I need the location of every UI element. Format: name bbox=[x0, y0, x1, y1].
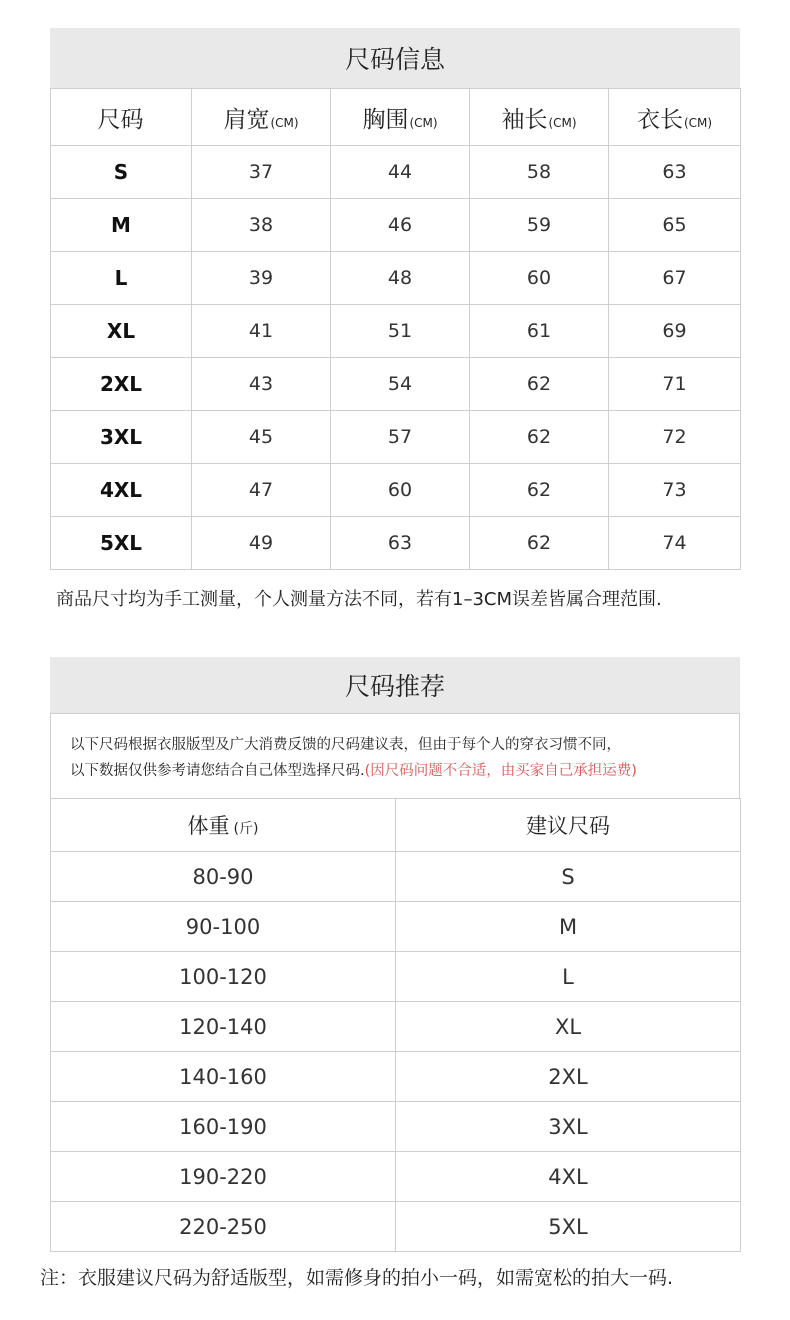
cell-length: 63 bbox=[609, 146, 741, 199]
size-info-title: 尺码信息 bbox=[50, 28, 740, 88]
cell-weight: 90-100 bbox=[51, 902, 396, 952]
cell-chest: 48 bbox=[331, 252, 470, 305]
cell-weight: 100-120 bbox=[51, 952, 396, 1002]
cell-weight: 80-90 bbox=[51, 852, 396, 902]
recommendation-table bbox=[50, 798, 741, 1252]
cell-weight: 120-140 bbox=[51, 1002, 396, 1052]
header-chest: 胸围(CM) bbox=[331, 89, 470, 146]
table-row bbox=[51, 252, 741, 305]
table-row bbox=[51, 1202, 741, 1252]
cell-length: 65 bbox=[609, 199, 741, 252]
cell-shoulder: 45 bbox=[192, 411, 331, 464]
cell-sleeve: 58 bbox=[470, 146, 609, 199]
cell-chest: 63 bbox=[331, 517, 470, 570]
shipping-warning: (因尺码问题不合适，由买家自己承担运费) bbox=[364, 763, 637, 779]
cell-chest: 44 bbox=[331, 146, 470, 199]
cell-size: 4XL bbox=[396, 1152, 741, 1202]
cell-shoulder: 43 bbox=[192, 358, 331, 411]
cell-shoulder: 39 bbox=[192, 252, 331, 305]
cell-sleeve: 62 bbox=[470, 464, 609, 517]
table-row bbox=[51, 852, 741, 902]
cell-sleeve: 62 bbox=[470, 411, 609, 464]
cell-size: XL bbox=[396, 1002, 741, 1052]
cell-size: S bbox=[396, 852, 741, 902]
cell-size: 3XL bbox=[396, 1102, 741, 1152]
cell-chest: 51 bbox=[331, 305, 470, 358]
cell-size: L bbox=[51, 252, 192, 305]
header-weight: 体重 (斤) bbox=[51, 799, 396, 852]
size-table-header bbox=[51, 89, 741, 146]
table-row bbox=[51, 199, 741, 252]
header-length: 衣长(CM) bbox=[609, 89, 741, 146]
cell-sleeve: 62 bbox=[470, 358, 609, 411]
cell-sleeve: 62 bbox=[470, 517, 609, 570]
table-row bbox=[51, 411, 741, 464]
cell-shoulder: 38 bbox=[192, 199, 331, 252]
cell-size: M bbox=[396, 902, 741, 952]
table-row bbox=[51, 305, 741, 358]
size-info-table bbox=[50, 88, 741, 570]
cell-sleeve: 59 bbox=[470, 199, 609, 252]
cell-size: 5XL bbox=[396, 1202, 741, 1252]
cell-size: 4XL bbox=[51, 464, 192, 517]
cell-length: 67 bbox=[609, 252, 741, 305]
cell-weight: 140-160 bbox=[51, 1052, 396, 1102]
cell-size: 3XL bbox=[51, 411, 192, 464]
cell-shoulder: 47 bbox=[192, 464, 331, 517]
cell-length: 73 bbox=[609, 464, 741, 517]
cell-weight: 160-190 bbox=[51, 1102, 396, 1152]
header-sleeve: 袖长(CM) bbox=[470, 89, 609, 146]
cell-size: L bbox=[396, 952, 741, 1002]
rec-table-header bbox=[51, 799, 741, 852]
table-row bbox=[51, 1052, 741, 1102]
cell-length: 72 bbox=[609, 411, 741, 464]
header-size: 尺码 bbox=[51, 89, 192, 146]
cell-sleeve: 61 bbox=[470, 305, 609, 358]
cell-size: 5XL bbox=[51, 517, 192, 570]
cell-chest: 60 bbox=[331, 464, 470, 517]
cell-chest: 46 bbox=[331, 199, 470, 252]
cell-size: 2XL bbox=[396, 1052, 741, 1102]
measurement-note: 商品尺寸均为手工测量，个人测量方法不同，若有1–3CM误差皆属合理范围. bbox=[56, 589, 662, 610]
table-row bbox=[51, 517, 741, 570]
cell-weight: 220-250 bbox=[51, 1202, 396, 1252]
cell-shoulder: 37 bbox=[192, 146, 331, 199]
cell-length: 74 bbox=[609, 517, 741, 570]
description-line-1: 以下尺码根据衣服版型及广大消费反馈的尺码建议表，但由于每个人的穿衣习惯不同， bbox=[70, 737, 621, 753]
cell-size: XL bbox=[51, 305, 192, 358]
cell-sleeve: 60 bbox=[470, 252, 609, 305]
table-row bbox=[51, 146, 741, 199]
fit-note: 注：衣服建议尺码为舒适版型，如需修身的拍小一码，如需宽松的拍大一码. bbox=[40, 1267, 674, 1289]
cell-chest: 57 bbox=[331, 411, 470, 464]
table-row bbox=[51, 1102, 741, 1152]
cell-size: S bbox=[51, 146, 192, 199]
cell-size: 2XL bbox=[51, 358, 192, 411]
cell-shoulder: 49 bbox=[192, 517, 331, 570]
cell-chest: 54 bbox=[331, 358, 470, 411]
table-row bbox=[51, 464, 741, 517]
header-suggested-size: 建议尺码 bbox=[396, 799, 741, 852]
table-row bbox=[51, 1152, 741, 1202]
recommendation-description bbox=[50, 713, 740, 799]
cell-weight: 190-220 bbox=[51, 1152, 396, 1202]
description-line-2: 以下数据仅供参考请您结合自己体型选择尺码.(因尺码问题不合适，由买家自己承担运费) bbox=[70, 763, 637, 779]
table-row bbox=[51, 358, 741, 411]
cell-size: M bbox=[51, 199, 192, 252]
header-shoulder: 肩宽(CM) bbox=[192, 89, 331, 146]
recommendation-title: 尺码推荐 bbox=[50, 657, 740, 713]
table-row bbox=[51, 952, 741, 1002]
table-row bbox=[51, 1002, 741, 1052]
cell-length: 71 bbox=[609, 358, 741, 411]
table-row bbox=[51, 902, 741, 952]
cell-shoulder: 41 bbox=[192, 305, 331, 358]
cell-length: 69 bbox=[609, 305, 741, 358]
